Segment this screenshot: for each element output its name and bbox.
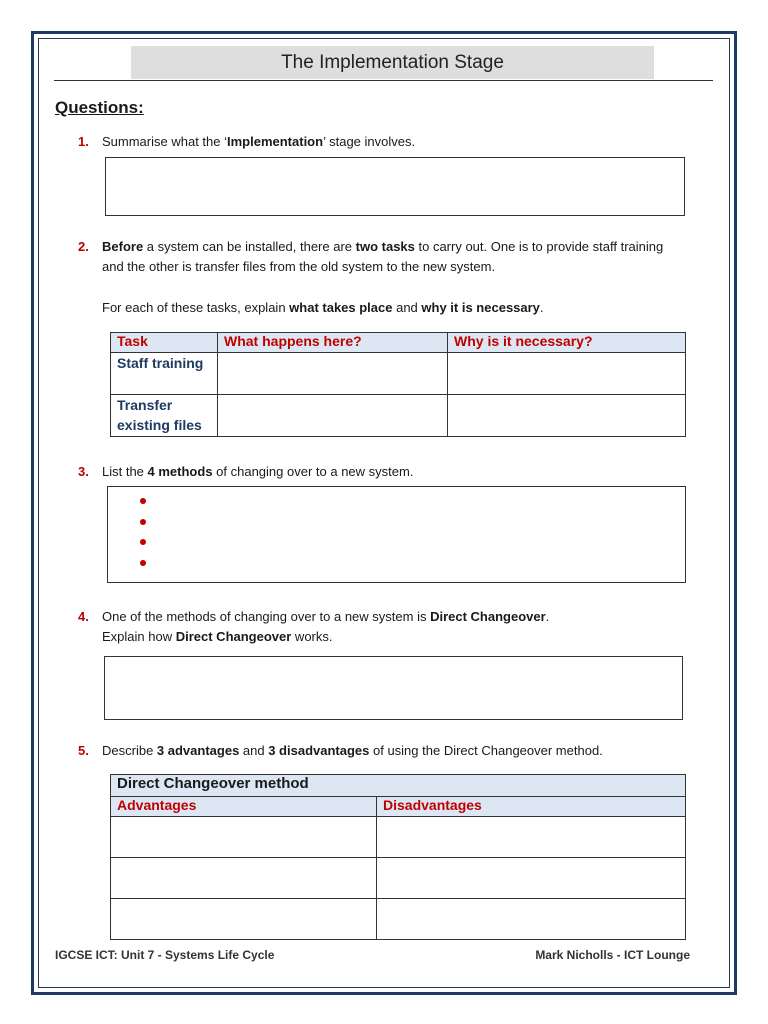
q2-instruction: For each of these tasks, explain what takes place and why it is necessary. — [102, 300, 544, 315]
questions-heading: Questions: — [55, 98, 144, 117]
q1-number: 1. — [78, 134, 89, 149]
page-title: The Implementation Stage — [131, 46, 654, 79]
q4-answer-box[interactable] — [104, 656, 683, 720]
advantage-cell[interactable] — [111, 817, 377, 858]
table-row — [111, 353, 686, 395]
staff-training-what-cell[interactable] — [218, 353, 448, 395]
disadvantages-header: Disadvantages — [377, 797, 686, 817]
q2-text: Before a system can be installed, there are two tasks to carry out. One is to provide staff training and the other is transfer files from the old system to the new system. — [102, 239, 664, 274]
table-row — [111, 858, 686, 899]
q3-text: List the 4 methods of changing over to a new system. — [102, 464, 414, 479]
what-happens-header: What happens here? — [218, 333, 448, 353]
table-row — [111, 395, 686, 437]
advantages-header: Advantages — [111, 797, 377, 817]
title-divider — [54, 80, 713, 81]
transfer-files-what-cell[interactable] — [218, 395, 448, 437]
q4-number: 4. — [78, 609, 89, 624]
q4-text: One of the methods of changing over to a new system is Direct Changeover. Explain how Direct Changeover works. — [102, 609, 550, 644]
advantage-cell[interactable] — [111, 899, 377, 940]
advantage-cell[interactable] — [111, 858, 377, 899]
table-row — [111, 899, 686, 940]
task-staff-training: Staff training — [111, 353, 218, 395]
q3-number: 3. — [78, 464, 89, 479]
bullet-marker — [140, 498, 146, 504]
footer-left: IGCSE ICT: Unit 7 - Systems Life Cycle — [55, 948, 275, 962]
q5-text: Describe 3 advantages and 3 disadvantages of using the Direct Changeover method. — [102, 743, 603, 758]
dc-table-title: Direct Changeover method — [111, 775, 686, 797]
direct-changeover-table — [110, 774, 686, 940]
task-table-header-row — [111, 333, 686, 353]
why-necessary-header: Why is it necessary? — [448, 333, 686, 353]
transfer-files-why-cell[interactable] — [448, 395, 686, 437]
q3-answer-box[interactable] — [107, 486, 686, 583]
bullet-marker — [140, 519, 146, 525]
q5-number: 5. — [78, 743, 89, 758]
staff-training-why-cell[interactable] — [448, 353, 686, 395]
task-table — [110, 332, 686, 437]
disadvantage-cell[interactable] — [377, 858, 686, 899]
table-row — [111, 817, 686, 858]
q1-text: Summarise what the ‘Implementation’ stage involves. — [102, 134, 416, 149]
footer-right: Mark Nicholls - ICT Lounge — [535, 948, 690, 962]
dc-table-title-row — [111, 775, 686, 797]
task-transfer-files: Transfer existing files — [111, 395, 218, 437]
task-header: Task — [111, 333, 218, 353]
dc-table-header-row — [111, 797, 686, 817]
disadvantage-cell[interactable] — [377, 817, 686, 858]
disadvantage-cell[interactable] — [377, 899, 686, 940]
q2-number: 2. — [78, 239, 89, 254]
q1-answer-box[interactable] — [105, 157, 685, 216]
bullet-marker — [140, 560, 146, 566]
bullet-marker — [140, 539, 146, 545]
